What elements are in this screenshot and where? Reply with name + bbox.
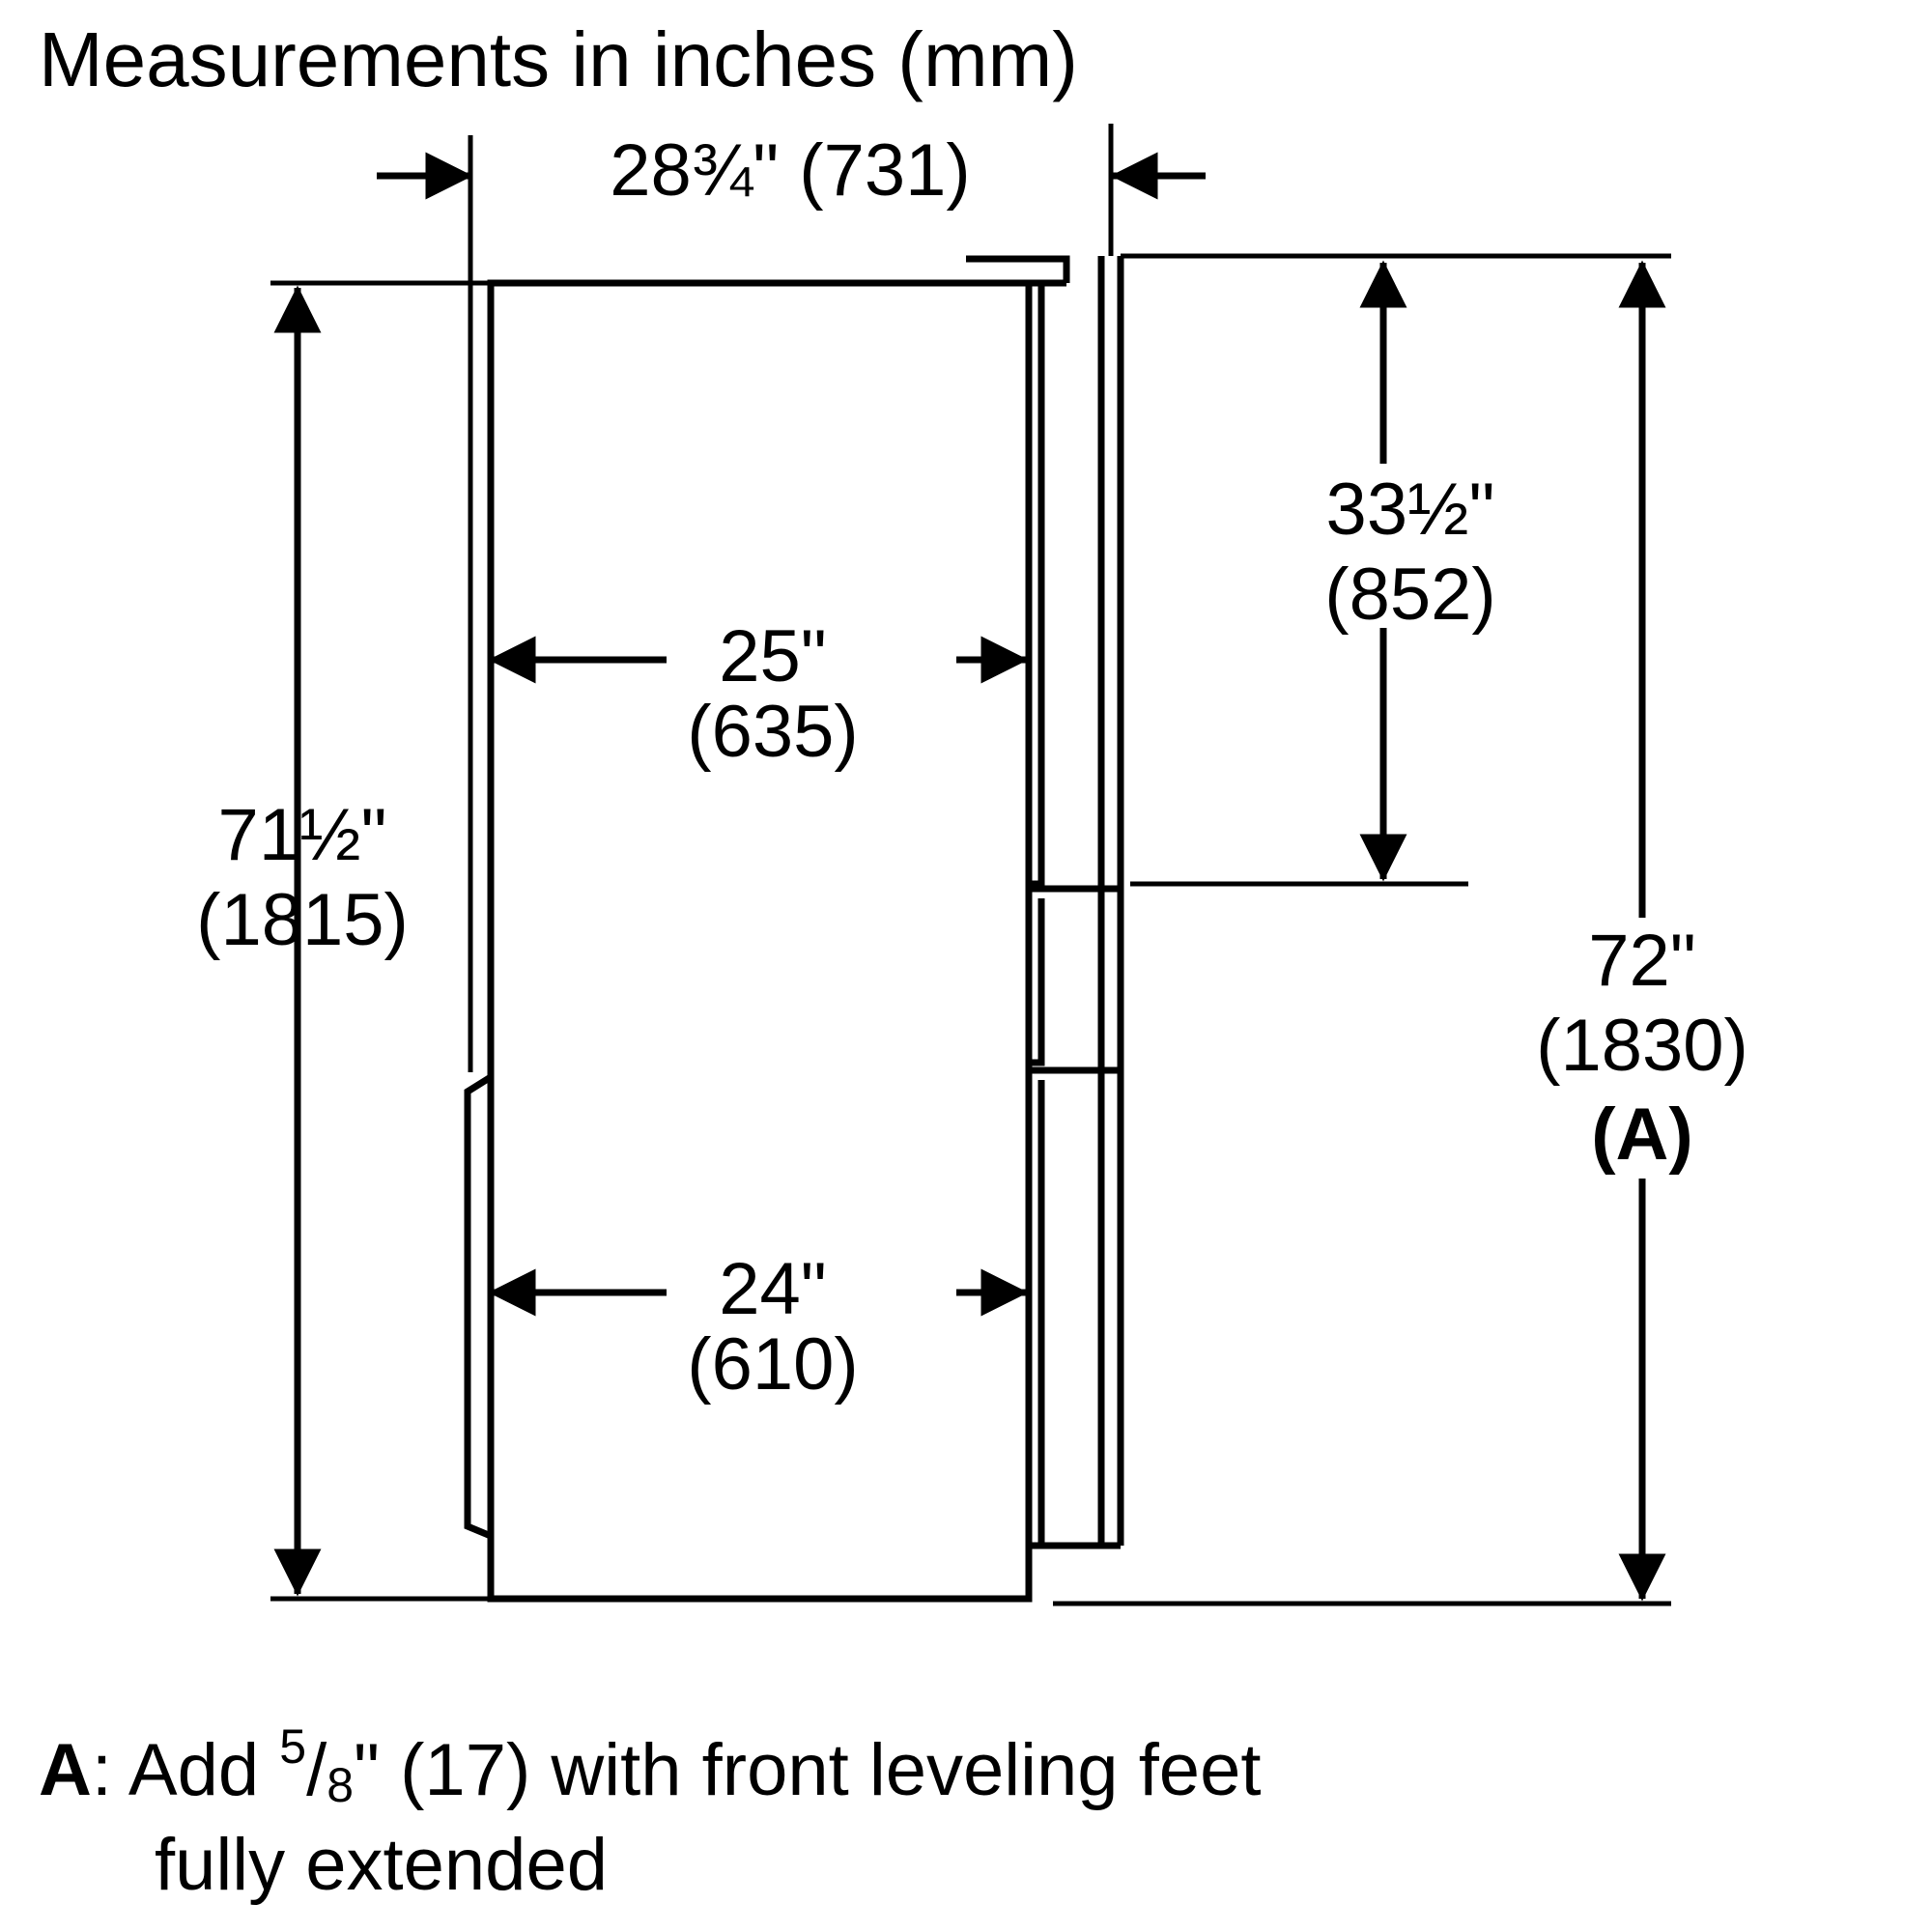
footnote-line1-pre: : Add <box>91 1729 280 1812</box>
footnote-fraction-slash: / <box>306 1729 327 1812</box>
dimension-top-width <box>377 129 1206 212</box>
footnote-block <box>39 1719 1261 1906</box>
footnote-line1-post: " (17) with front leveling feet <box>354 1729 1262 1812</box>
dimension-label-upper-depth-inches: 25" <box>719 615 827 698</box>
svg-text:A: Add 5/8" (17) with front le <box>39 1719 1261 1812</box>
dimension-label-upper-section-mm: (852) <box>1324 554 1496 637</box>
footnote-fraction-numerator: 5 <box>279 1719 307 1775</box>
footnote-line2: fully extended <box>155 1824 608 1907</box>
dimension-label-overall-height-mm: (1830) <box>1536 1005 1748 1088</box>
dimension-label-top-width: 28¾" (731) <box>610 129 971 213</box>
page-title: Measurements in inches (mm) <box>39 16 1078 103</box>
dimension-lower-depth <box>491 1248 1026 1406</box>
dimension-overall-height <box>1488 263 1835 1599</box>
top-overhang <box>966 259 1066 283</box>
dimension-label-cabinet-height-inches: 71½" <box>217 794 387 877</box>
dimension-upper-depth <box>491 615 1026 773</box>
dimension-label-overall-height-inches: 72" <box>1588 920 1696 1003</box>
rear-leg-profile <box>468 1077 491 1536</box>
footnote-fraction-denominator: 8 <box>327 1758 355 1813</box>
dimension-label-overall-height-note-ref: (A) <box>1591 1094 1693 1177</box>
footnote-marker: A <box>39 1729 92 1812</box>
dimension-label-lower-depth-inches: 24" <box>719 1248 827 1331</box>
dimension-label-upper-depth-mm: (635) <box>687 691 859 774</box>
dimension-label-upper-section-inches: 33½" <box>1325 469 1495 552</box>
dimension-label-cabinet-height-mm: (1815) <box>196 879 409 962</box>
dimension-cabinet-height <box>196 288 409 1594</box>
dimension-label-lower-depth-mm: (610) <box>687 1323 859 1406</box>
extension-lines <box>270 124 1671 1604</box>
dimension-upper-section-height <box>1256 263 1565 879</box>
